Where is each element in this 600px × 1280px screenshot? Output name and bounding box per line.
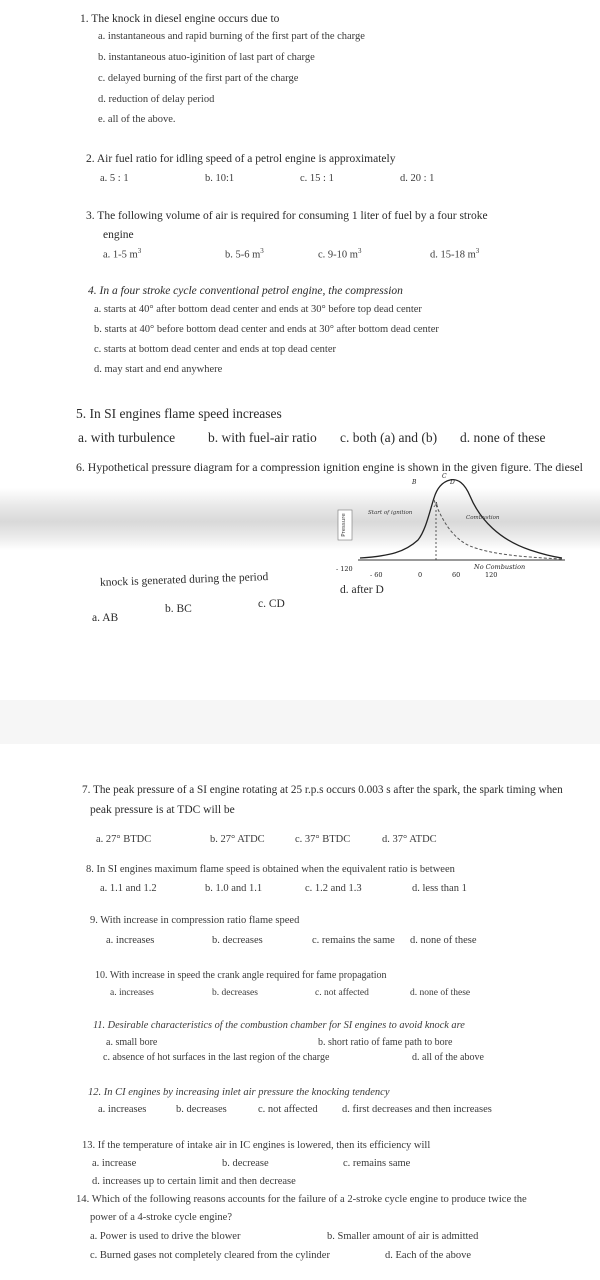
q3-option-d: d. 15-18 $m^3$ bbox=[430, 247, 480, 261]
q8-option-b: b. 1.0 and 1.1 bbox=[205, 883, 263, 894]
q3-text-line1: 3. The following volume of air is required for consuming 1 liter of fuel by a four stroke bbox=[86, 210, 488, 222]
q11-option-d: d. all of the above bbox=[412, 1052, 484, 1063]
q14-text-line1: 14. Which of the following reasons accounts for the failure of a 2-stroke cycle engine to produce twice the bbox=[76, 1194, 527, 1205]
q12-text: 12. In CI engines by increasing inlet air pressure the knocking tendency bbox=[88, 1087, 390, 1098]
q1-option-a: a. instantaneous and rapid burning of the first part of the charge bbox=[98, 31, 365, 42]
q13-option-b: b. decrease bbox=[222, 1158, 269, 1169]
q2-option-a: a. 5 : 1 bbox=[100, 173, 129, 184]
q4-option-d: d. may start and end anywhere bbox=[94, 364, 223, 375]
q6-option-c: c. CD bbox=[258, 598, 285, 610]
no-combustion-label: No Combustion bbox=[474, 563, 526, 571]
q8-text: 8. In SI engines maximum flame speed is obtained when the equivalent ratio is between bbox=[86, 864, 455, 875]
q7-option-d: d. 37° ATDC bbox=[382, 834, 437, 845]
tick-m60: - 60 bbox=[370, 571, 383, 579]
q7-text-line1: 7. The peak pressure of a SI engine rotating at 25 r.p.s occurs 0.003 s after the spark, the spark timing when bbox=[82, 784, 563, 796]
q7-text-line2: peak pressure is at TDC will be bbox=[90, 804, 235, 816]
q5-text: 5. In SI engines flame speed increases bbox=[76, 406, 282, 421]
q13-text: 13. If the temperature of intake air in IC engines is lowered, then its efficiency will bbox=[82, 1140, 431, 1151]
q1-option-e: e. all of the above. bbox=[98, 114, 176, 125]
q12-option-b: b. decreases bbox=[176, 1104, 227, 1115]
q4-text: 4. In a four stroke cycle conventional petrol engine, the compression bbox=[88, 285, 403, 297]
q14-option-b: b. Smaller amount of air is admitted bbox=[327, 1231, 479, 1242]
q3-option-b: b. 5-6 $m^3$ bbox=[225, 247, 264, 261]
q3-option-a: a. 1-5 $m^3$ bbox=[103, 247, 142, 261]
pressure-curve bbox=[360, 480, 562, 558]
start-of-ignition-label: Start of ignition bbox=[368, 510, 413, 516]
q11-option-b: b. short ratio of fame path to bore bbox=[318, 1037, 453, 1048]
q1-option-b: b. instantaneous atuo-iginition of last part of charge bbox=[98, 52, 315, 63]
q1-option-d: d. reduction of delay period bbox=[98, 94, 215, 105]
q7-option-a: a. 27° BTDC bbox=[96, 834, 152, 845]
q7-option-c: c. 37° BTDC bbox=[295, 834, 351, 845]
q5-option-b: b. with fuel-air ratio bbox=[208, 430, 317, 445]
page-separator bbox=[0, 700, 600, 744]
q6-option-b: b. BC bbox=[165, 603, 192, 615]
q5-option-d: d. none of these bbox=[460, 430, 546, 445]
point-d: D bbox=[450, 479, 455, 486]
q9-option-c: c. remains the same bbox=[312, 935, 395, 946]
q3-option-c: c. 9-10 $m^3$ bbox=[318, 247, 362, 261]
no-combustion-curve bbox=[434, 500, 562, 559]
q2-option-d: d. 20 : 1 bbox=[400, 173, 435, 184]
q14-option-c: c. Burned gases not completely cleared from the cylinder bbox=[90, 1250, 330, 1261]
q14-text-line2: power of a 4-stroke cycle engine? bbox=[90, 1212, 232, 1223]
q14-option-d: d. Each of the above bbox=[385, 1250, 472, 1261]
q2-option-c: c. 15 : 1 bbox=[300, 173, 334, 184]
q9-text: 9. With increase in compression ratio flame speed bbox=[90, 915, 300, 926]
q9-option-a: a. increases bbox=[106, 935, 155, 946]
q7-option-b: b. 27° ATDC bbox=[210, 834, 265, 845]
tick-m120: - 120 bbox=[336, 565, 353, 573]
q6-option-a: a. AB bbox=[92, 612, 119, 624]
q10-option-d: d. none of these bbox=[410, 988, 471, 998]
q11-option-c: c. absence of hot surfaces in the last region of the charge bbox=[103, 1052, 330, 1063]
q13-option-a: a. increase bbox=[92, 1158, 137, 1169]
q5-option-a: a. with turbulence bbox=[78, 430, 176, 445]
q13-option-d: d. increases up to certain limit and then decrease bbox=[92, 1176, 296, 1187]
q6-continuation: knock is generated during the period bbox=[99, 571, 269, 589]
q1-text: 1. The knock in diesel engine occurs due to bbox=[80, 13, 280, 25]
tick-120: 120 bbox=[485, 571, 498, 579]
q12-option-d: d. first decreases and then increases bbox=[342, 1104, 492, 1115]
q3-text-line2: engine bbox=[103, 229, 134, 241]
q14-option-a: a. Power is used to drive the blower bbox=[90, 1231, 241, 1242]
q10-option-c: c. not affected bbox=[315, 988, 369, 998]
tick-60: 60 bbox=[452, 571, 461, 579]
q8-option-d: d. less than 1 bbox=[412, 883, 467, 894]
q12-option-c: c. not affected bbox=[258, 1104, 318, 1115]
pressure-label: Pressure bbox=[341, 513, 347, 537]
combustion-label: Combustion bbox=[466, 515, 500, 521]
q6-option-d: d. after D bbox=[340, 584, 384, 596]
q2-text: 2. Air fuel ratio for idling speed of a petrol engine is approximately bbox=[86, 153, 396, 165]
point-b: B bbox=[412, 479, 417, 486]
q5-option-c: c. both (a) and (b) bbox=[340, 430, 438, 445]
q13-option-c: c. remains same bbox=[343, 1158, 411, 1169]
q4-option-a: a. starts at 40° after bottom dead center and ends at 30° before top dead center bbox=[94, 304, 422, 315]
q11-option-a: a. small bore bbox=[106, 1037, 158, 1048]
q9-option-b: b. decreases bbox=[212, 935, 263, 946]
q10-option-a: a. increases bbox=[110, 988, 154, 998]
q4-option-b: b. starts at 40° before bottom dead center and ends at 30° after bottom dead center bbox=[94, 324, 439, 335]
q2-option-b: b. 10:1 bbox=[205, 173, 235, 184]
q10-option-b: b. decreases bbox=[212, 988, 258, 998]
tick-0: 0 bbox=[418, 571, 423, 579]
q12-option-a: a. increases bbox=[98, 1104, 147, 1115]
q11-text: 11. Desirable characteristics of the combustion chamber for SI engines to avoid knock are bbox=[93, 1020, 465, 1031]
q8-option-c: c. 1.2 and 1.3 bbox=[305, 883, 362, 894]
q9-option-d: d. none of these bbox=[410, 935, 477, 946]
q8-option-a: a. 1.1 and 1.2 bbox=[100, 883, 157, 894]
q10-text: 10. With increase in speed the crank angle required for fame propagation bbox=[95, 970, 387, 981]
q1-option-c: c. delayed burning of the first part of the charge bbox=[98, 73, 299, 84]
point-a: A bbox=[434, 502, 439, 509]
q6-text: 6. Hypothetical pressure diagram for a compression ignition engine is shown in the given figure. The diesel bbox=[76, 460, 583, 474]
q4-option-c: c. starts at bottom dead center and ends at top dead center bbox=[94, 344, 336, 355]
point-c: C bbox=[442, 473, 447, 480]
